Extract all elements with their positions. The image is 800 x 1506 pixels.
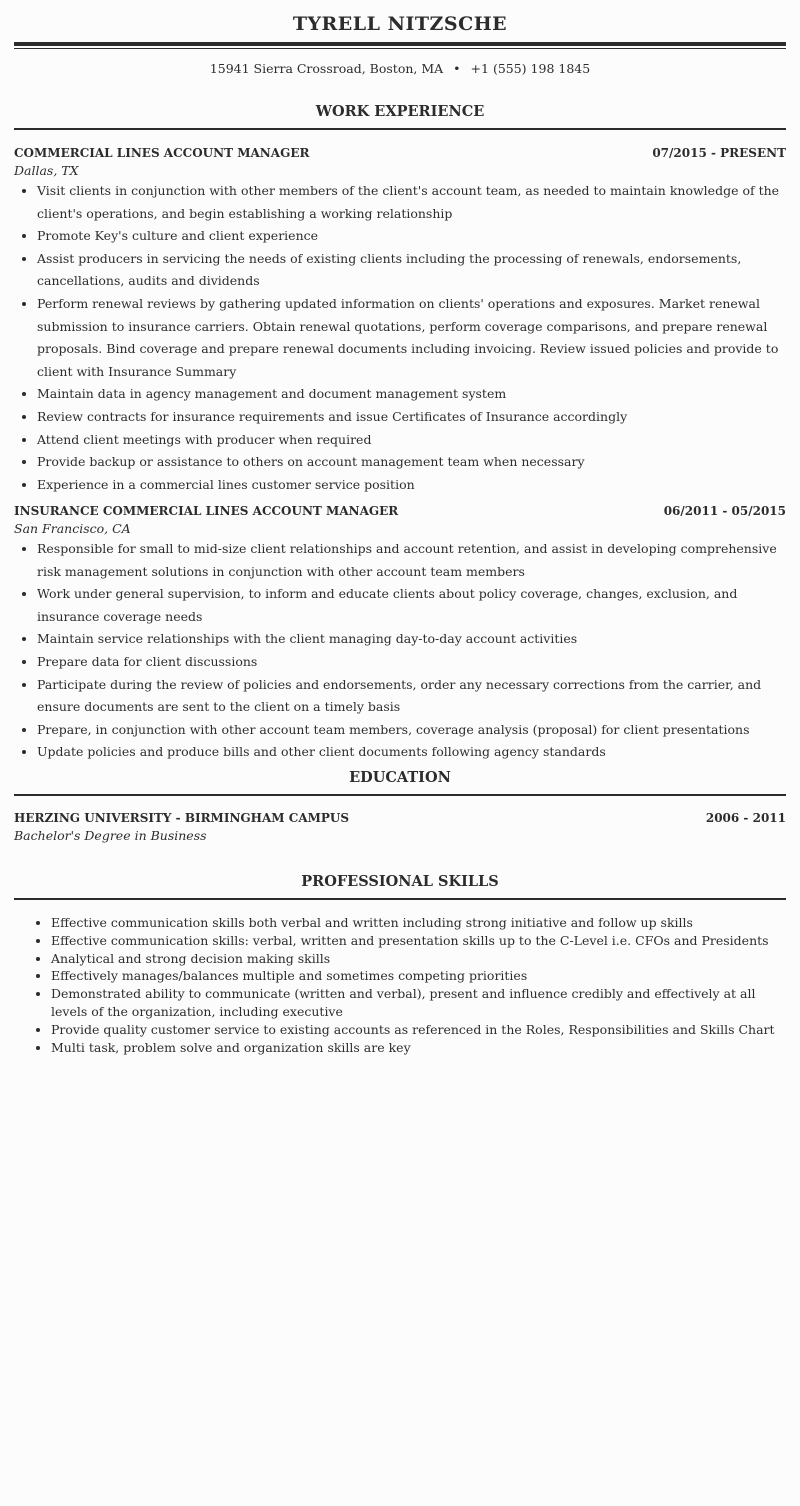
job-location: San Francisco, CA xyxy=(14,521,131,536)
job-location: Dallas, TX xyxy=(14,163,79,178)
header-rule-thick xyxy=(14,42,786,46)
list-item: • Visit clients in conjunction with other members of the client's account team, as needed to maintain knowledge of the client's operations, and begin establishing a working relationship xyxy=(37,180,786,225)
list-item: • Participate during the review of policies and endorsements, order any necessary corrections from the carrier, and ensure documents are sent to the client on a timely basis xyxy=(37,674,786,719)
list-item: • Prepare data for client discussions xyxy=(37,651,786,674)
job-duties-list xyxy=(14,180,786,496)
section-title-work-experience: WORK EXPERIENCE xyxy=(315,103,485,120)
job-entry xyxy=(14,502,786,764)
job-header xyxy=(14,502,786,520)
degree: Bachelor's Degree in Business xyxy=(14,828,207,843)
education-header xyxy=(14,809,786,827)
job-entry xyxy=(14,144,786,496)
section-title-professional-skills: PROFESSIONAL SKILLS xyxy=(301,873,499,890)
job-dates: 07/2015 - PRESENT xyxy=(652,146,786,160)
list-item: • Attend client meetings with producer when required xyxy=(37,429,786,452)
list-item: • Effective communication skills both verbal and written including strong initiative and follow up skills xyxy=(51,914,786,932)
list-item: • Maintain service relationships with the client managing day-to-day account activities xyxy=(37,628,786,651)
list-item: • Demonstrated ability to communicate (written and verbal), present and influence credibly and effectively at all levels of the organization, including executive xyxy=(51,985,786,1021)
skills-section xyxy=(14,871,786,900)
list-item: • Assist producers in servicing the needs of existing clients including the processing of renewals, endorsements, cancellations, audits and dividends xyxy=(37,248,786,293)
list-item: • Prepare, in conjunction with other account team members, coverage analysis (proposal) for client presentations xyxy=(37,719,786,742)
section-rule xyxy=(14,898,786,900)
education-entry xyxy=(14,809,786,845)
education-dates: 2006 - 2011 xyxy=(705,811,786,825)
list-item: • Maintain data in agency management and document management system xyxy=(37,383,786,406)
school-name: HERZING UNIVERSITY - BIRMINGHAM CAMPUS xyxy=(14,811,350,825)
skills-entry xyxy=(14,914,786,1056)
job-duties-list xyxy=(14,538,786,764)
list-item: • Responsible for small to mid-size client relationships and account retention, and assist in developing comprehensive risk management solutions in conjunction with other account team members xyxy=(37,538,786,583)
job-header xyxy=(14,144,786,162)
list-item: • Provide quality customer service to existing accounts as referenced in the Roles, Responsibilities and Skills Chart xyxy=(51,1021,786,1039)
list-item: • Promote Key's culture and client experience xyxy=(37,225,786,248)
list-item: • Work under general supervision, to inform and educate clients about policy coverage, changes, exclusion, and insurance coverage needs xyxy=(37,583,786,628)
list-item: • Effectively manages/balances multiple and sometimes competing priorities xyxy=(51,967,786,985)
work-experience-section xyxy=(14,101,786,130)
list-item: • Update policies and produce bills and other client documents following agency standards xyxy=(37,741,786,764)
contact-phone: +1 (555) 198 1845 xyxy=(470,61,591,76)
education-section xyxy=(14,767,786,796)
contact-separator: • xyxy=(453,61,461,76)
section-title-education: EDUCATION xyxy=(349,769,451,786)
list-item: • Effective communication skills: verbal, written and presentation skills up to the C-Level i.e. CFOs and Presidents xyxy=(51,932,786,950)
skills-list xyxy=(14,914,786,1056)
list-item: • Perform renewal reviews by gathering updated information on clients' operations and exposures. Market renewal submission to insurance carriers. Obtain renewal quotations, perform coverage comparisons, and prepare renewal proposals. Bind coverage and prepare renewal documents including invoicing. Review issued policies and provide to client with Insurance Summary xyxy=(37,293,786,383)
list-item: • Provide backup or assistance to others on account management team when necessary xyxy=(37,451,786,474)
job-title: COMMERCIAL LINES ACCOUNT MANAGER xyxy=(14,146,310,160)
resume-page xyxy=(14,0,786,1055)
list-item: • Multi task, problem solve and organization skills are key xyxy=(51,1039,786,1057)
resume-header xyxy=(14,10,786,79)
job-dates: 06/2011 - 05/2015 xyxy=(663,504,786,518)
list-item: • Review contracts for insurance requirements and issue Certificates of Insurance accordingly xyxy=(37,406,786,429)
list-item: • Experience in a commercial lines customer service position xyxy=(37,474,786,497)
candidate-name: TYRELL NITZSCHE xyxy=(292,13,508,35)
section-rule xyxy=(14,128,786,130)
job-title: INSURANCE COMMERCIAL LINES ACCOUNT MANAGER xyxy=(14,504,399,518)
header-rule-thin xyxy=(14,48,786,49)
contact-line xyxy=(14,61,786,79)
section-rule xyxy=(14,794,786,796)
contact-address: 15941 Sierra Crossroad, Boston, MA xyxy=(209,61,444,76)
list-item: • Analytical and strong decision making skills xyxy=(51,950,786,968)
